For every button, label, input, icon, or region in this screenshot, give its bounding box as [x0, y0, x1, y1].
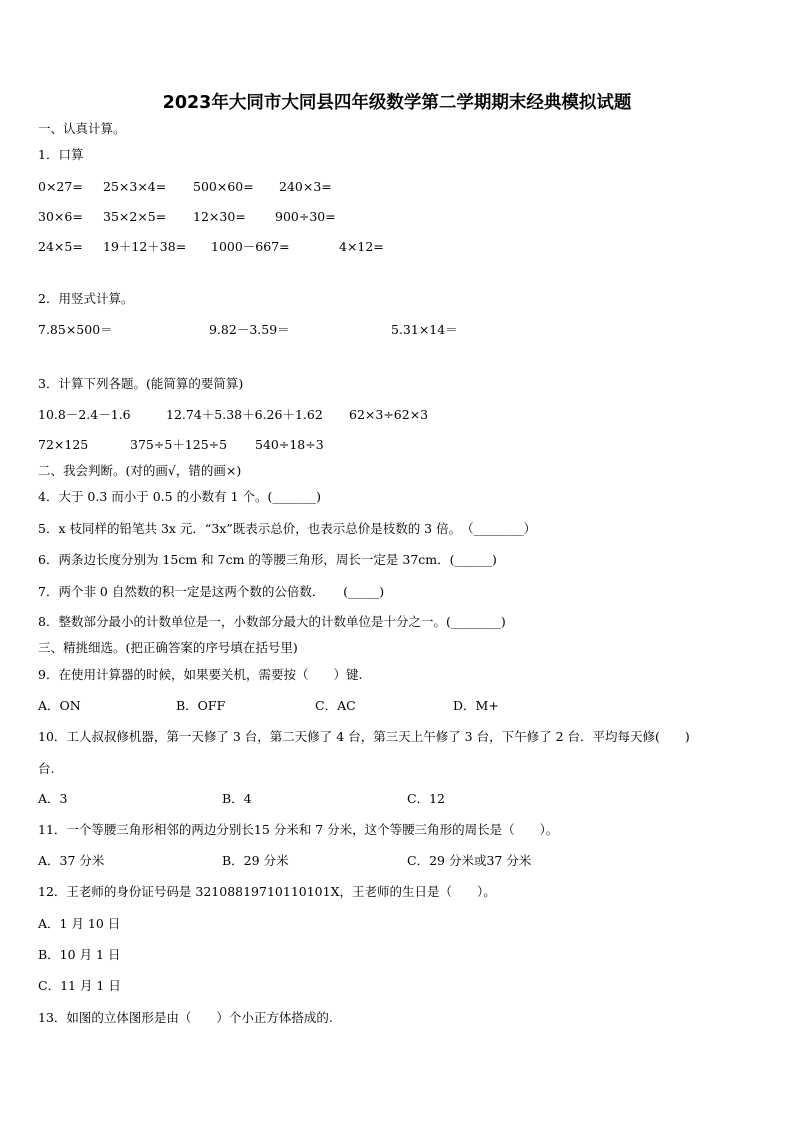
question-11: 11．一个等腰三角形相邻的两边分别长15 分米和 7 分米，这个等腰三角形的周长是（ ）。 — [38, 822, 559, 837]
q1-item: 0×27= — [38, 179, 83, 194]
question-2-label: 2．用竖式计算。 — [38, 291, 134, 306]
q2-item: 5.31×14＝ — [391, 322, 458, 337]
q1-item: 4×12= — [339, 239, 384, 254]
q2-item: 7.85×500＝ — [38, 322, 113, 337]
q1-item: 500×60= — [193, 179, 254, 194]
q1-item: 19＋12＋38= — [103, 239, 187, 254]
question-12: 12．王老师的身份证号码是 321088197101101​01X，王老师的生日是（ ）。 — [38, 884, 496, 899]
q11-option-c: C．29 分米或37 分米 — [407, 853, 532, 868]
q10-option-a: A．3 — [38, 791, 68, 806]
section-2-heading: 二、我会判断。(对的画√，错的画×) — [38, 463, 242, 478]
q9-option-b: B．OFF — [176, 698, 226, 713]
question-10: 10．工人叔叔修机器，第一天修了 3 台，第二天修了 4 台，第三天上午修了 3 台，下午修了 2 台．平均每天修( ) — [38, 729, 690, 744]
q1-item: 24×5= — [38, 239, 83, 254]
question-4: 4．大于 0.3 而小于 0.5 的小数有 1 个。(_______) — [38, 489, 322, 504]
section-1-heading: 一、认真计算。 — [38, 121, 126, 136]
q1-item: 25×3×4= — [103, 179, 167, 194]
q12-option-c: C．11 月 1 日 — [38, 978, 121, 993]
q1-item: 12×30= — [193, 209, 246, 224]
q9-option-a: A．ON — [38, 698, 81, 713]
q3-item: 12.74＋5.38＋6.26＋1.62 — [166, 407, 323, 422]
question-5: 5．x 枝同样的铅笔共 3x 元．“3x”既表示总价，也表示总价是枝数的 3 倍。 （________） — [38, 521, 537, 536]
question-1-label: 1．口算 — [38, 147, 84, 162]
q3-item: 10.8－2.4－1.6 — [38, 407, 131, 422]
q11-option-a: A．37 分米 — [38, 853, 105, 868]
question-10-cont: 台. — [38, 761, 55, 776]
q1-item: 35×2×5= — [103, 209, 167, 224]
question-3-label: 3．计算下列各题。(能简算的要简算) — [38, 376, 244, 391]
q3-item: 62×3÷62×3 — [349, 407, 429, 422]
q1-item: 30×6= — [38, 209, 83, 224]
q2-item: 9.82－3.59＝ — [209, 322, 290, 337]
q12-option-b: B．10 月 1 日 — [38, 947, 121, 962]
question-13: 13．如图的立体图形是由（ ）个小正方体搭成的. — [38, 1010, 333, 1025]
q9-option-c: C．AC — [315, 698, 356, 713]
q10-option-b: B．4 — [222, 791, 252, 806]
q12-option-a: A．1 月 10 日 — [38, 916, 121, 931]
q11-option-b: B．29 分米 — [222, 853, 289, 868]
q3-item: 72×125 — [38, 437, 89, 452]
q1-item: 900÷30= — [275, 209, 336, 224]
page-title: 2023年大同市大同县四年级数学第二学期期末经典模拟试题 — [162, 93, 632, 113]
section-3-heading: 三、精挑细选。(把正确答案的序号填在括号里) — [38, 640, 298, 655]
question-9: 9．在使用计算器的时候，如果要关机，需要按（ ）键. — [38, 667, 363, 682]
question-8: 8．整数部分最小的计数单位是一，小数部分最大的计数单位是十分之一。(________) — [38, 614, 506, 629]
q3-item: 375÷5＋125÷5 — [130, 437, 228, 452]
q1-item: 1000－667= — [211, 239, 290, 254]
q1-item: 240×3= — [279, 179, 332, 194]
question-6: 6．两条边长度分别为 15cm 和 7cm 的等腰三角形，周长一定是 37cm．(______) — [38, 552, 497, 567]
q3-item: 540÷18÷3 — [255, 437, 324, 452]
question-7: 7．两个非 0 自然数的积一定是这两个数的公倍数． (_____) — [38, 584, 385, 599]
q9-option-d: D．M+ — [453, 698, 499, 713]
q10-option-c: C．12 — [407, 791, 445, 806]
